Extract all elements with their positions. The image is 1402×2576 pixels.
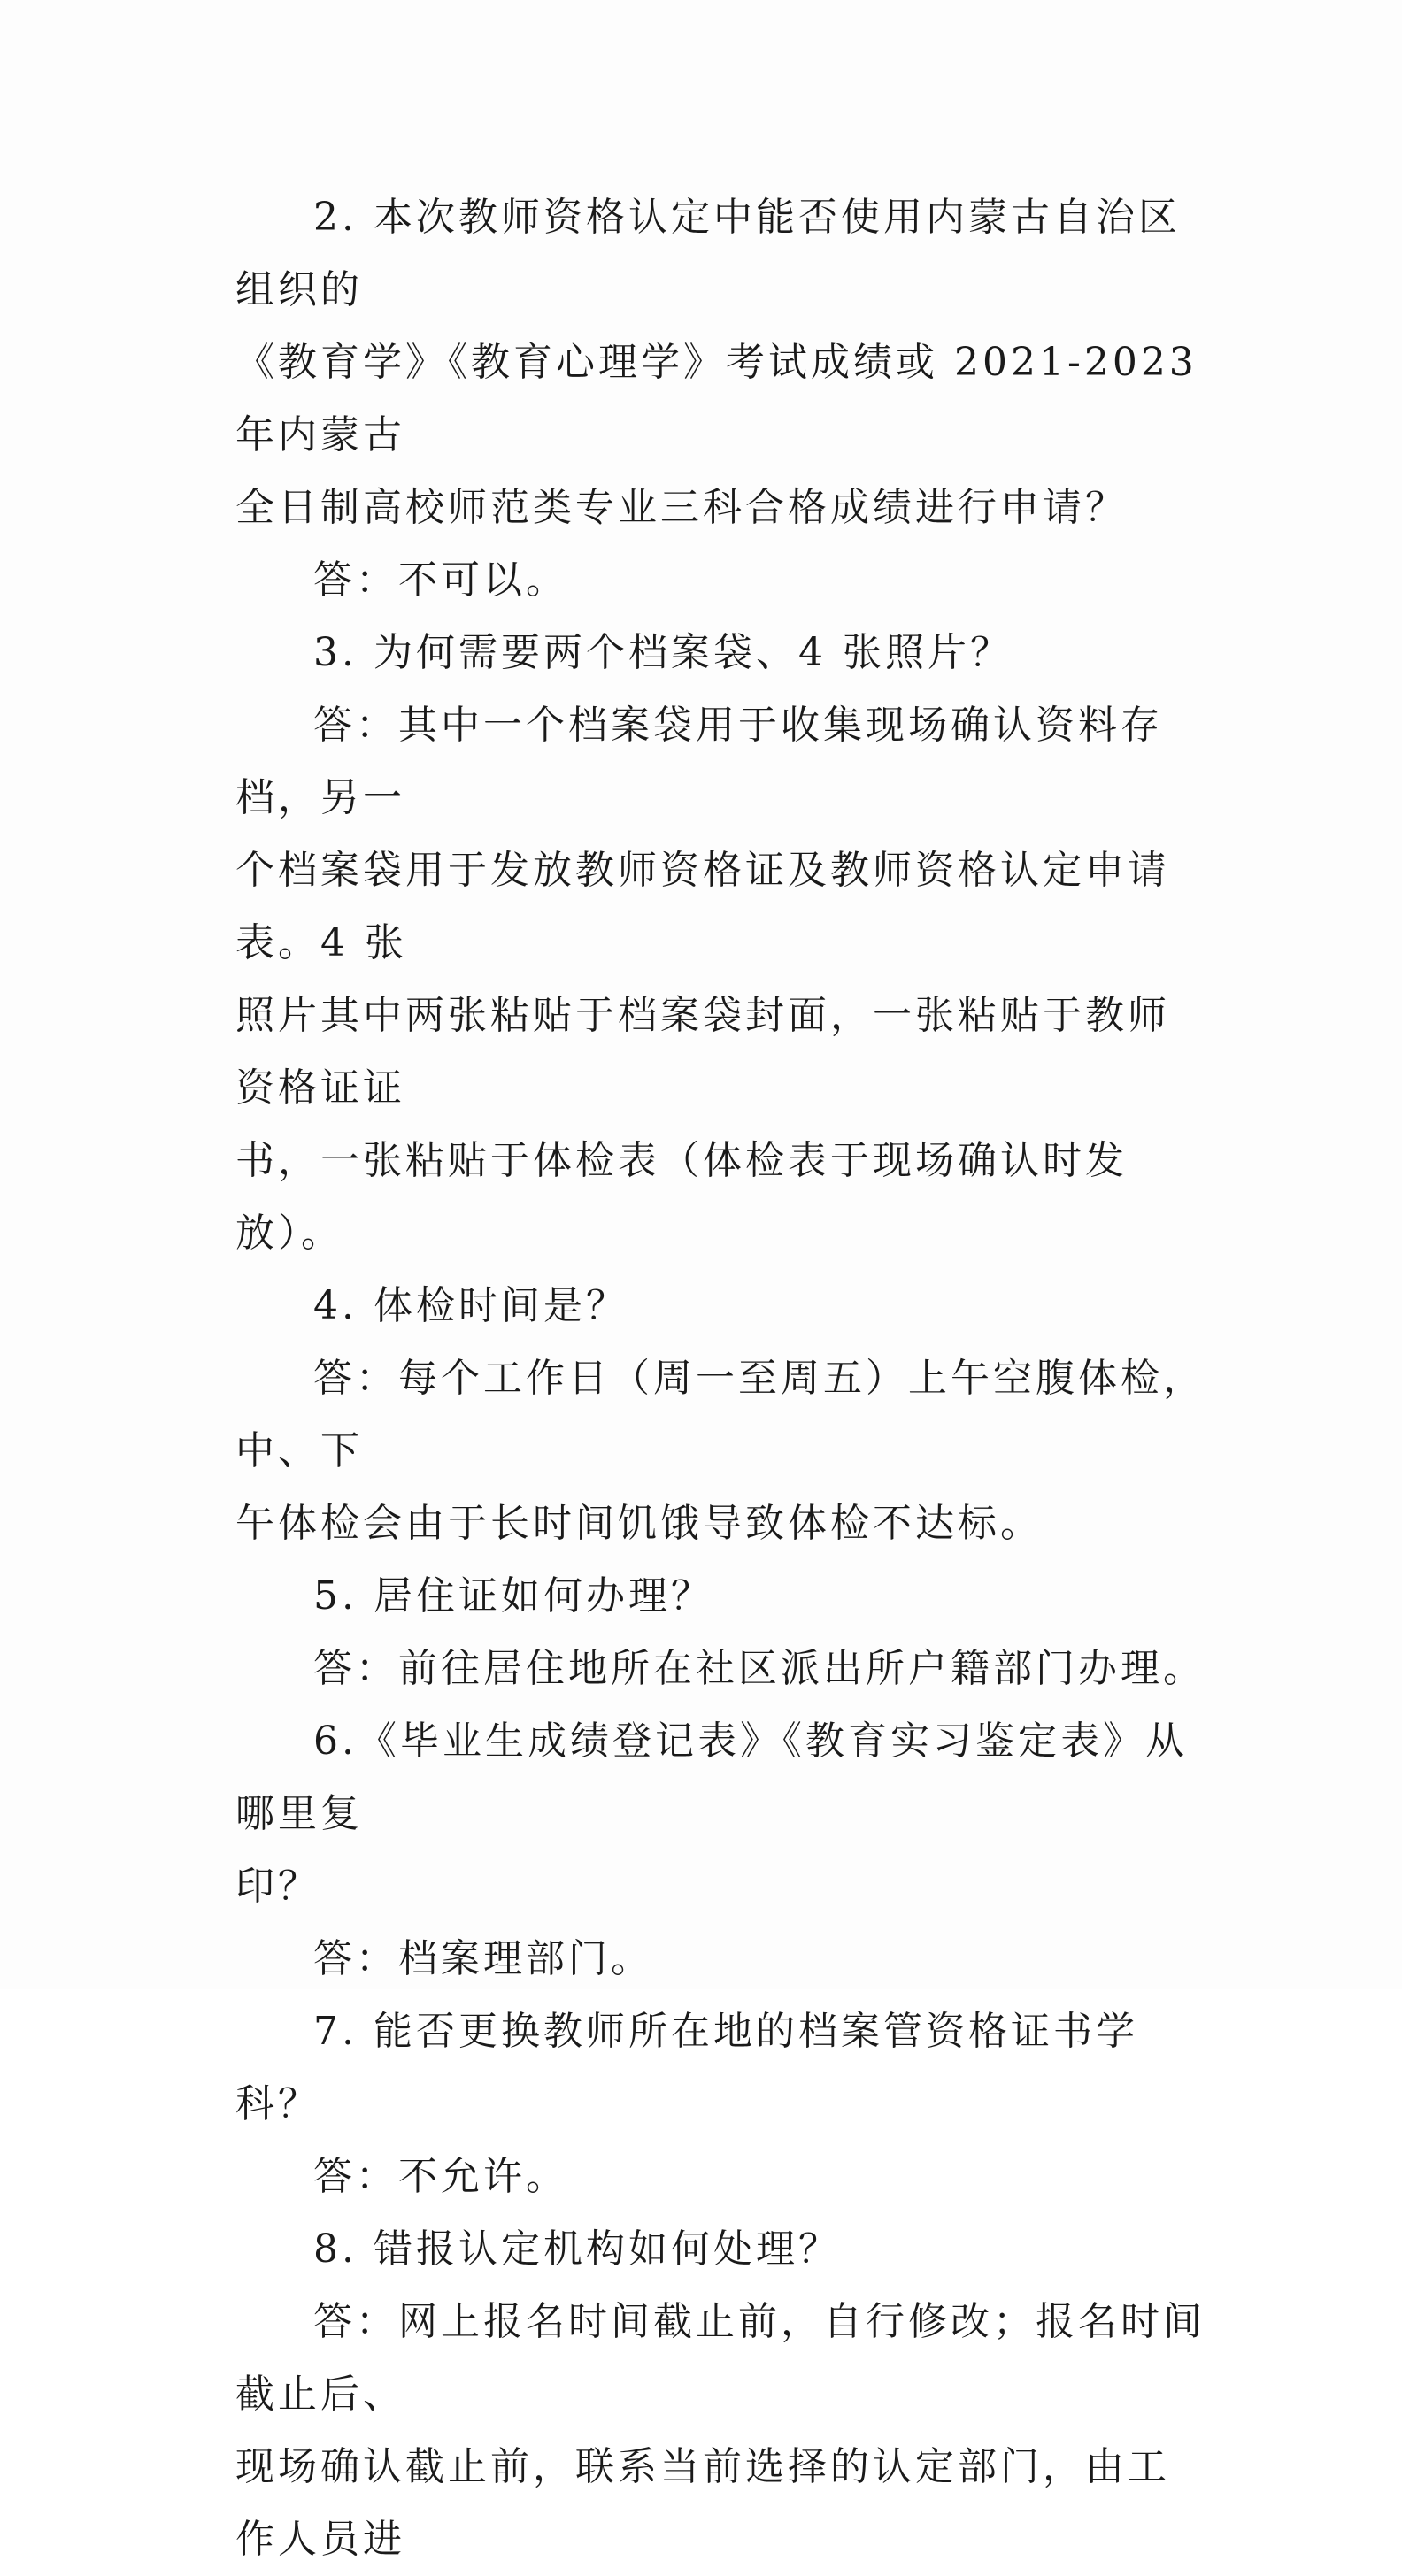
question-3 (235, 617, 1209, 689)
answer-3 (235, 689, 1209, 1270)
text-line: 2. 本次教师资格认定中能否使用内蒙古自治区组织的 (235, 195, 1181, 312)
text-line: 5. 居住证如何办理？ (313, 1573, 713, 1619)
text-line: 个档案袋用于发放教师资格证及教师资格认定申请表。4 张 (235, 848, 1170, 965)
answer-4 (235, 1342, 1209, 1560)
text-line: 午体检会由于长时间饥饿导致体检不达标。 (235, 1501, 1043, 1546)
text-line: 8. 错报认定机构如何处理？ (313, 2226, 841, 2272)
answer-7 (235, 2141, 1209, 2213)
question-4 (235, 1270, 1209, 1342)
text-line: 现场确认截止前，联系当前选择的认定部门，由工作人员进 (235, 2444, 1170, 2562)
text-line: 答：其中一个档案袋用于收集现场确认资料存档，另一 (235, 703, 1163, 820)
text-line: 答：每个工作日（周一至周五）上午空腹体检，中、下 (235, 1356, 1206, 1473)
answer-2 (235, 544, 1209, 617)
text-line: 答：不允许。 (313, 2154, 568, 2199)
question-7 (235, 1995, 1209, 2141)
text-line: 4. 体检时间是？ (313, 1283, 628, 1328)
text-line: 印？ (235, 1864, 320, 1909)
text-line: 答：网上报名时间截止前，自行修改；报名时间截止后、 (235, 2299, 1206, 2417)
text-line: 照片其中两张粘贴于档案袋封面，一张粘贴于教师资格证证 (235, 993, 1170, 1111)
text-line: 答：前往居住地所在社区派出所户籍部门办理。 (313, 1646, 1206, 1691)
text-line: 3. 为何需要两个档案袋、4 张照片？ (313, 630, 1013, 675)
text-line: 答：不可以。 (313, 557, 568, 603)
text-line: 6.《毕业生成绩登记表》《教育实习鉴定表》从哪里复 (235, 1719, 1188, 1836)
answer-6 (235, 1923, 1209, 1995)
question-5 (235, 1560, 1209, 1633)
text-line: 《教育学》《教育心理学》考试成绩或 2021-2023 年内蒙古 (235, 340, 1198, 458)
question-6 (235, 1705, 1209, 1923)
text-line: 书，一张粘贴于体检表（体检表于现场确认时发放）。 (235, 1138, 1128, 1256)
text-line: 7. 能否更换教师所在地的档案管资格证书学科？ (235, 2009, 1138, 2126)
answer-5 (235, 1633, 1209, 1705)
text-line: 答：档案理部门。 (313, 1936, 653, 1981)
text-line: 全日制高校师范类专业三科合格成绩进行申请？ (235, 485, 1128, 530)
question-2 (235, 181, 1209, 544)
document-body (235, 181, 1209, 2576)
answer-8 (235, 2286, 1209, 2576)
question-8 (235, 2213, 1209, 2286)
